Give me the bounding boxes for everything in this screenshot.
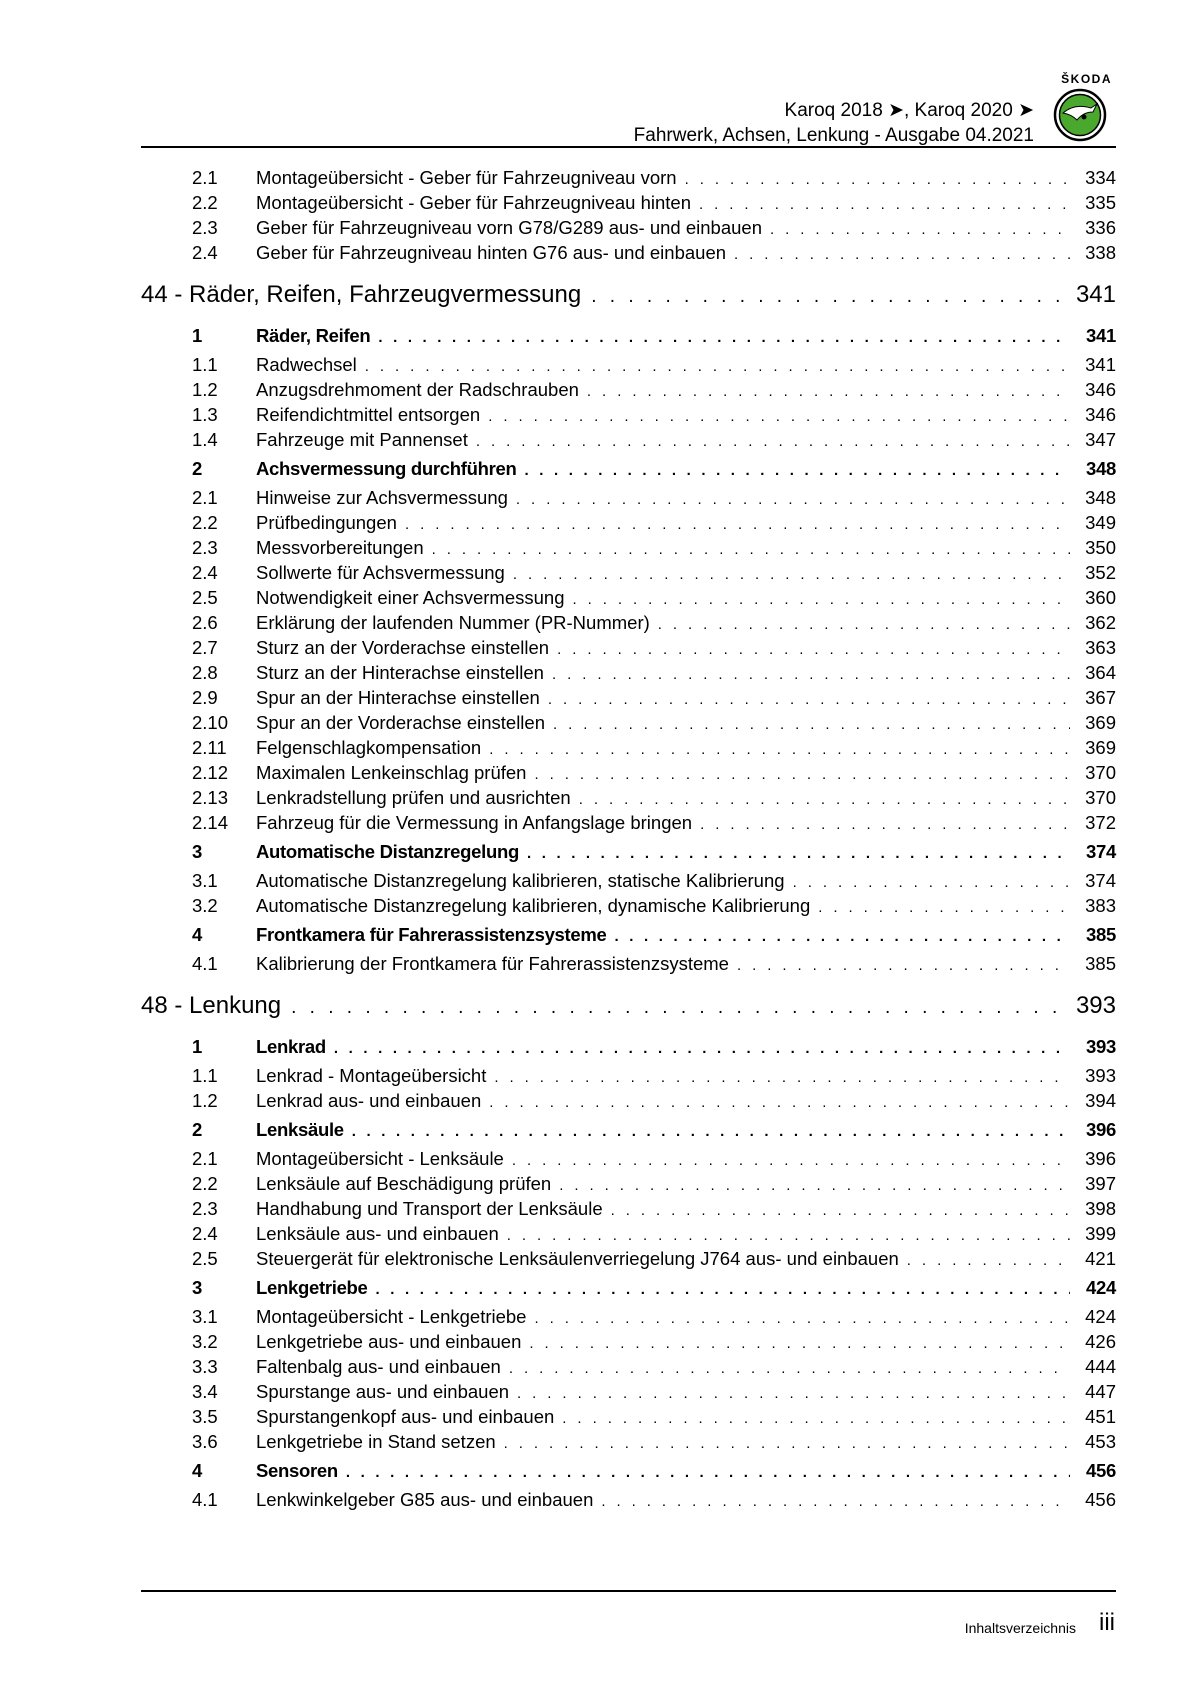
toc-page-number: 362 bbox=[1085, 612, 1116, 633]
toc-dot-leader bbox=[559, 1177, 1070, 1194]
toc-subsection-entry[interactable] bbox=[141, 1223, 1116, 1248]
toc-entry-number: 2.2 bbox=[192, 1173, 218, 1194]
toc-section-entry[interactable] bbox=[141, 1460, 1116, 1489]
toc-entry-number: 3.1 bbox=[192, 1306, 218, 1327]
toc-page-number: 347 bbox=[1085, 429, 1116, 450]
toc-page-number: 367 bbox=[1085, 687, 1116, 708]
toc-entry-number: 1.2 bbox=[192, 379, 218, 400]
toc-entry-number: 2 bbox=[192, 458, 202, 479]
toc-dot-leader bbox=[534, 766, 1070, 783]
toc-subsection-entry[interactable] bbox=[141, 1331, 1116, 1356]
toc-entry-title: Montageübersicht - Geber für Fahrzeugniveau vorn bbox=[256, 167, 677, 188]
toc-section-entry[interactable] bbox=[141, 325, 1116, 354]
toc-entry-title: Spurstange aus- und einbauen bbox=[256, 1381, 510, 1402]
toc-entry-number: 1.3 bbox=[192, 404, 218, 425]
toc-entry-number: 2.12 bbox=[192, 762, 229, 783]
toc-entry-number: 1 bbox=[192, 325, 202, 346]
header-title-block bbox=[634, 98, 1034, 148]
toc-dot-leader bbox=[504, 1435, 1070, 1452]
toc-section-entry[interactable] bbox=[141, 1277, 1116, 1306]
toc-page-number: 453 bbox=[1085, 1431, 1116, 1452]
toc-entry-number: 2.4 bbox=[192, 242, 218, 263]
toc-entry-title: Räder, Reifen bbox=[256, 325, 371, 346]
toc-entry-number: 4.1 bbox=[192, 953, 218, 974]
toc-entry-number: 4 bbox=[192, 924, 202, 945]
toc-entry-title: Reifendichtmittel entsorgen bbox=[256, 404, 481, 425]
toc-entry-number: 3 bbox=[192, 1277, 202, 1298]
toc-dot-leader bbox=[494, 1069, 1070, 1086]
toc-entry-number: 2.1 bbox=[192, 1148, 218, 1169]
toc-entry-number: 4.1 bbox=[192, 1489, 218, 1510]
toc-page-number: 447 bbox=[1085, 1381, 1116, 1402]
toc-dot-leader bbox=[601, 1493, 1070, 1510]
toc-subsection-entry[interactable] bbox=[141, 537, 1116, 562]
toc-dot-leader bbox=[525, 462, 1070, 479]
toc-entry-number: 3.2 bbox=[192, 1331, 218, 1352]
toc-dot-leader bbox=[376, 1281, 1070, 1298]
toc-page-number: 383 bbox=[1085, 895, 1116, 916]
toc-subsection-entry[interactable] bbox=[141, 587, 1116, 612]
toc-dot-leader bbox=[405, 516, 1070, 533]
toc-subsection-entry[interactable] bbox=[141, 895, 1116, 920]
toc-dot-leader bbox=[512, 1152, 1070, 1169]
toc-page-number: 364 bbox=[1085, 662, 1116, 683]
toc-dot-leader bbox=[699, 196, 1070, 213]
toc-section-entry[interactable] bbox=[141, 1119, 1116, 1148]
toc-entry-title: Messvorbereitungen bbox=[256, 537, 424, 558]
footer-section-label: Inhaltsverzeichnis bbox=[964, 1620, 1076, 1636]
toc-entry-title: Erklärung der laufenden Nummer (PR-Nummer) bbox=[256, 612, 650, 633]
toc-page-number: 350 bbox=[1085, 537, 1116, 558]
toc-entry-title: Felgenschlagkompensation bbox=[256, 737, 482, 758]
toc-subsection-entry[interactable] bbox=[141, 1381, 1116, 1406]
toc-entry-title: Lenkwinkelgeber G85 aus- und einbauen bbox=[256, 1489, 594, 1510]
toc-page-number: 444 bbox=[1085, 1356, 1116, 1377]
toc-dot-leader bbox=[907, 1252, 1070, 1269]
toc-entry-number: 3.1 bbox=[192, 870, 218, 891]
toc-page-number: 393 bbox=[1075, 992, 1116, 1019]
toc-dot-leader bbox=[291, 997, 1066, 1019]
toc-page-number: 341 bbox=[1075, 281, 1116, 308]
toc-section-entry[interactable] bbox=[141, 458, 1116, 487]
toc-dot-leader bbox=[352, 1123, 1070, 1140]
toc-dot-leader bbox=[346, 1464, 1070, 1481]
toc-subsection-entry[interactable] bbox=[141, 1173, 1116, 1198]
toc-entry-number: 1.2 bbox=[192, 1090, 218, 1111]
toc-entry-title: Hinweise zur Achsvermessung bbox=[256, 487, 508, 508]
toc-entry-number: 2.10 bbox=[192, 712, 229, 733]
toc-page-number: 385 bbox=[1085, 953, 1116, 974]
toc-subsection-entry[interactable] bbox=[141, 1198, 1116, 1223]
toc-entry-title: Lenkradstellung prüfen und ausrichten bbox=[256, 787, 571, 808]
toc-page-number: 369 bbox=[1085, 737, 1116, 758]
toc-entry-title: Spur an der Vorderachse einstellen bbox=[256, 712, 545, 733]
toc-entry-title: Lenkrad aus- und einbauen bbox=[256, 1090, 482, 1111]
toc-entry-title: Automatische Distanzregelung bbox=[256, 841, 519, 862]
toc-subsection-entry[interactable] bbox=[141, 487, 1116, 512]
toc-entry-title: 48 - Lenkung bbox=[141, 992, 282, 1019]
toc-subsection-entry[interactable] bbox=[141, 1356, 1116, 1381]
toc-page-number: 393 bbox=[1085, 1065, 1116, 1086]
toc-subsection-entry[interactable] bbox=[141, 1306, 1116, 1331]
toc-page-number: 346 bbox=[1085, 404, 1116, 425]
toc-dot-leader bbox=[615, 928, 1070, 945]
toc-page-number: 426 bbox=[1085, 1331, 1116, 1352]
toc-page-number: 394 bbox=[1085, 1090, 1116, 1111]
toc-page-number: 369 bbox=[1085, 712, 1116, 733]
toc-entry-number: 2.4 bbox=[192, 1223, 218, 1244]
toc-page-number: 346 bbox=[1085, 379, 1116, 400]
toc-entry-title: Montageübersicht - Geber für Fahrzeugniveau hinten bbox=[256, 192, 692, 213]
toc-entry-number: 2.2 bbox=[192, 512, 218, 533]
toc-chapter-entry[interactable] bbox=[141, 281, 1116, 321]
toc-subsection-entry[interactable] bbox=[141, 712, 1116, 737]
toc-page-number: 335 bbox=[1085, 192, 1116, 213]
toc-page-number: 374 bbox=[1085, 870, 1116, 891]
toc-dot-leader bbox=[527, 845, 1070, 862]
toc-dot-leader bbox=[611, 1202, 1070, 1219]
toc-entry-number: 3.3 bbox=[192, 1356, 218, 1377]
toc-page-number: 360 bbox=[1085, 587, 1116, 608]
toc-entry-number: 3.2 bbox=[192, 895, 218, 916]
toc-dot-leader bbox=[516, 491, 1070, 508]
toc-entry-title: Frontkamera für Fahrerassistenzsysteme bbox=[256, 924, 607, 945]
brand-wordmark: ŠKODA bbox=[1061, 72, 1112, 86]
toc-entry-title: Fahrzeuge mit Pannenset bbox=[256, 429, 468, 450]
toc-subsection-entry[interactable] bbox=[141, 192, 1116, 217]
toc-entry-number: 2.5 bbox=[192, 587, 218, 608]
page-header bbox=[141, 68, 1116, 148]
toc-entry-title: Spurstangenkopf aus- und einbauen bbox=[256, 1406, 555, 1427]
toc-dot-leader bbox=[489, 1094, 1070, 1111]
toc-entry-number: 1.1 bbox=[192, 1065, 218, 1086]
toc-dot-leader bbox=[562, 1410, 1070, 1427]
toc-dot-leader bbox=[591, 286, 1066, 308]
toc-dot-leader bbox=[534, 1310, 1070, 1327]
toc-section-entry[interactable] bbox=[141, 1036, 1116, 1065]
toc-entry-title: Fahrzeug für die Vermessung in Anfangslage bringen bbox=[256, 812, 693, 833]
toc-entry-number: 1.4 bbox=[192, 429, 218, 450]
toc-subsection-entry[interactable] bbox=[141, 687, 1116, 712]
toc-page-number: 456 bbox=[1085, 1489, 1116, 1510]
footer-page-number: iii bbox=[1099, 1609, 1115, 1636]
toc-dot-leader bbox=[548, 691, 1070, 708]
toc-dot-leader bbox=[507, 1227, 1070, 1244]
toc-page-number: 348 bbox=[1086, 458, 1116, 479]
toc-subsection-entry[interactable] bbox=[141, 637, 1116, 662]
toc-page-number: 456 bbox=[1086, 1460, 1116, 1481]
toc-chapter-entry[interactable] bbox=[141, 992, 1116, 1032]
toc-dot-leader bbox=[378, 329, 1070, 346]
toc-page-number: 363 bbox=[1085, 637, 1116, 658]
toc-subsection-entry[interactable] bbox=[141, 1431, 1116, 1456]
toc-dot-leader bbox=[770, 221, 1070, 238]
toc-entry-number: 2.1 bbox=[192, 167, 218, 188]
toc-dot-leader bbox=[557, 641, 1070, 658]
toc-entry-number: 2.2 bbox=[192, 192, 218, 213]
toc-dot-leader bbox=[737, 957, 1070, 974]
toc-subsection-entry[interactable] bbox=[141, 512, 1116, 537]
toc-entry-title: 44 - Räder, Reifen, Fahrzeugvermessung bbox=[141, 281, 582, 308]
toc-dot-leader bbox=[700, 816, 1070, 833]
toc-entry-number: 2.6 bbox=[192, 612, 218, 633]
toc-subsection-entry[interactable] bbox=[141, 737, 1116, 762]
toc-page-number: 396 bbox=[1085, 1148, 1116, 1169]
toc-dot-leader bbox=[793, 874, 1070, 891]
toc-page-number: 421 bbox=[1085, 1248, 1116, 1269]
toc-entry-number: 3.5 bbox=[192, 1406, 218, 1427]
toc-subsection-entry[interactable] bbox=[141, 429, 1116, 454]
toc-dot-leader bbox=[734, 246, 1070, 263]
toc-dot-leader bbox=[334, 1040, 1070, 1057]
toc-entry-number: 2.7 bbox=[192, 637, 218, 658]
toc-subsection-entry[interactable] bbox=[141, 1489, 1116, 1514]
toc-section-entry[interactable] bbox=[141, 924, 1116, 953]
toc-entry-number: 2 bbox=[192, 1119, 202, 1140]
toc-entry-title: Anzugsdrehmoment der Radschrauben bbox=[256, 379, 579, 400]
toc-page-number: 385 bbox=[1086, 924, 1116, 945]
toc-dot-leader bbox=[573, 591, 1071, 608]
toc-entry-number: 2.13 bbox=[192, 787, 229, 808]
toc-dot-leader bbox=[818, 899, 1070, 916]
toc-dot-leader bbox=[552, 666, 1070, 683]
toc-entry-title: Sturz an der Vorderachse einstellen bbox=[256, 637, 550, 658]
toc-entry-title: Sturz an der Hinterachse einstellen bbox=[256, 662, 544, 683]
toc-dot-leader bbox=[579, 791, 1070, 808]
toc-subsection-entry[interactable] bbox=[141, 242, 1116, 267]
toc-entry-number: 2.5 bbox=[192, 1248, 218, 1269]
header-divider bbox=[141, 146, 1116, 148]
toc-entry-title: Lenkgetriebe aus- und einbauen bbox=[256, 1331, 522, 1352]
toc-entry-number: 2.3 bbox=[192, 217, 218, 238]
toc-page-number: 393 bbox=[1086, 1036, 1116, 1057]
table-of-contents bbox=[141, 167, 1116, 1514]
toc-subsection-entry[interactable] bbox=[141, 662, 1116, 687]
toc-entry-title: Lenksäule auf Beschädigung prüfen bbox=[256, 1173, 552, 1194]
toc-dot-leader bbox=[365, 358, 1070, 375]
toc-page-number: 398 bbox=[1085, 1198, 1116, 1219]
toc-entry-title: Handhabung und Transport der Lenksäule bbox=[256, 1198, 603, 1219]
toc-entry-number: 2.11 bbox=[192, 737, 227, 758]
toc-page-number: 338 bbox=[1085, 242, 1116, 263]
toc-entry-title: Lenksäule bbox=[256, 1119, 344, 1140]
toc-dot-leader bbox=[513, 566, 1070, 583]
toc-page-number: 348 bbox=[1085, 487, 1116, 508]
toc-entry-number: 3 bbox=[192, 841, 202, 862]
toc-subsection-entry[interactable] bbox=[141, 870, 1116, 895]
toc-subsection-entry[interactable] bbox=[141, 562, 1116, 587]
toc-page-number: 336 bbox=[1085, 217, 1116, 238]
toc-subsection-entry[interactable] bbox=[141, 612, 1116, 637]
toc-subsection-entry[interactable] bbox=[141, 167, 1116, 192]
toc-entry-number: 3.4 bbox=[192, 1381, 218, 1402]
toc-entry-title: Montageübersicht - Lenksäule bbox=[256, 1148, 504, 1169]
toc-subsection-entry[interactable] bbox=[141, 1065, 1116, 1090]
toc-page-number: 370 bbox=[1085, 762, 1116, 783]
toc-subsection-entry[interactable] bbox=[141, 1148, 1116, 1173]
toc-page-number: 374 bbox=[1086, 841, 1116, 862]
toc-subsection-entry[interactable] bbox=[141, 217, 1116, 242]
toc-subsection-entry[interactable] bbox=[141, 1090, 1116, 1115]
toc-entry-title: Prüfbedingungen bbox=[256, 512, 397, 533]
toc-subsection-entry[interactable] bbox=[141, 953, 1116, 978]
toc-dot-leader bbox=[685, 171, 1070, 188]
toc-section-entry[interactable] bbox=[141, 841, 1116, 870]
toc-entry-title: Kalibrierung der Frontkamera für Fahrerassistenzsysteme bbox=[256, 953, 729, 974]
skoda-logo-icon bbox=[1053, 88, 1107, 142]
toc-entry-title: Montageübersicht - Lenkgetriebe bbox=[256, 1306, 527, 1327]
toc-page-number: 349 bbox=[1085, 512, 1116, 533]
toc-page-number: 372 bbox=[1085, 812, 1116, 833]
toc-entry-number: 1.1 bbox=[192, 354, 218, 375]
toc-entry-title: Lenkrad - Montageübersicht bbox=[256, 1065, 487, 1086]
toc-dot-leader bbox=[476, 433, 1070, 450]
toc-page-number: 370 bbox=[1085, 787, 1116, 808]
toc-entry-number: 2.3 bbox=[192, 1198, 218, 1219]
toc-entry-number: 3.6 bbox=[192, 1431, 218, 1452]
footer-divider bbox=[141, 1590, 1116, 1592]
toc-entry-number: 2.3 bbox=[192, 537, 218, 558]
toc-subsection-entry[interactable] bbox=[141, 404, 1116, 429]
toc-page-number: 341 bbox=[1085, 354, 1116, 375]
toc-entry-title: Faltenbalg aus- und einbauen bbox=[256, 1356, 501, 1377]
toc-entry-number: 2.8 bbox=[192, 662, 218, 683]
toc-entry-title: Geber für Fahrzeugniveau vorn G78/G289 aus- und einbauen bbox=[256, 217, 762, 238]
toc-page-number: 399 bbox=[1085, 1223, 1116, 1244]
toc-page-number: 424 bbox=[1085, 1306, 1116, 1327]
toc-entry-title: Sensoren bbox=[256, 1460, 338, 1481]
toc-dot-leader bbox=[432, 541, 1070, 558]
header-manual-line: Fahrwerk, Achsen, Lenkung - Ausgabe 04.2021 bbox=[633, 125, 1034, 146]
toc-entry-number: 2.14 bbox=[192, 812, 229, 833]
toc-entry-number: 1 bbox=[192, 1036, 202, 1057]
toc-entry-title: Radwechsel bbox=[256, 354, 357, 375]
toc-dot-leader bbox=[529, 1335, 1070, 1352]
toc-entry-title: Automatische Distanzregelung kalibrieren, statische Kalibrierung bbox=[256, 870, 785, 891]
toc-entry-title: Achsvermessung durchführen bbox=[256, 458, 517, 479]
toc-subsection-entry[interactable] bbox=[141, 1248, 1116, 1273]
header-vehicle-line: Karoq 2018 ➤, Karoq 2020 ➤ bbox=[784, 100, 1034, 121]
toc-entry-number: 2.1 bbox=[192, 487, 218, 508]
toc-entry-title: Geber für Fahrzeugniveau hinten G76 aus- und einbauen bbox=[256, 242, 727, 263]
toc-subsection-entry[interactable] bbox=[141, 354, 1116, 379]
toc-dot-leader bbox=[509, 1360, 1070, 1377]
toc-page-number: 451 bbox=[1085, 1406, 1116, 1427]
toc-entry-title: Lenkgetriebe in Stand setzen bbox=[256, 1431, 496, 1452]
toc-dot-leader bbox=[489, 741, 1070, 758]
toc-dot-leader bbox=[658, 616, 1070, 633]
toc-dot-leader bbox=[517, 1385, 1070, 1402]
toc-subsection-entry[interactable] bbox=[141, 1406, 1116, 1431]
toc-entry-title: Lenkgetriebe bbox=[256, 1277, 368, 1298]
toc-page-number: 396 bbox=[1086, 1119, 1116, 1140]
toc-entry-number: 2.9 bbox=[192, 687, 218, 708]
toc-page-number: 352 bbox=[1085, 562, 1116, 583]
toc-entry-title: Lenksäule aus- und einbauen bbox=[256, 1223, 499, 1244]
toc-subsection-entry[interactable] bbox=[141, 787, 1116, 812]
toc-entry-number: 2.4 bbox=[192, 562, 218, 583]
toc-dot-leader bbox=[553, 716, 1070, 733]
toc-entry-title: Automatische Distanzregelung kalibrieren, dynamische Kalibrierung bbox=[256, 895, 811, 916]
toc-entry-title: Sollwerte für Achsvermessung bbox=[256, 562, 505, 583]
toc-entry-title: Notwendigkeit einer Achsvermessung bbox=[256, 587, 565, 608]
toc-entry-title: Lenkrad bbox=[256, 1036, 326, 1057]
toc-subsection-entry[interactable] bbox=[141, 812, 1116, 837]
toc-entry-title: Spur an der Hinterachse einstellen bbox=[256, 687, 540, 708]
toc-page-number: 424 bbox=[1086, 1277, 1116, 1298]
toc-entry-title: Steuergerät für elektronische Lenksäulenverriegelung J764 aus- und einbauen bbox=[256, 1248, 899, 1269]
toc-dot-leader bbox=[488, 408, 1070, 425]
toc-subsection-entry[interactable] bbox=[141, 379, 1116, 404]
toc-page-number: 397 bbox=[1085, 1173, 1116, 1194]
toc-subsection-entry[interactable] bbox=[141, 762, 1116, 787]
toc-page-number: 334 bbox=[1085, 167, 1116, 188]
toc-entry-title: Maximalen Lenkeinschlag prüfen bbox=[256, 762, 527, 783]
toc-entry-number: 4 bbox=[192, 1460, 202, 1481]
toc-dot-leader bbox=[587, 383, 1070, 400]
toc-page-number: 341 bbox=[1086, 325, 1116, 346]
